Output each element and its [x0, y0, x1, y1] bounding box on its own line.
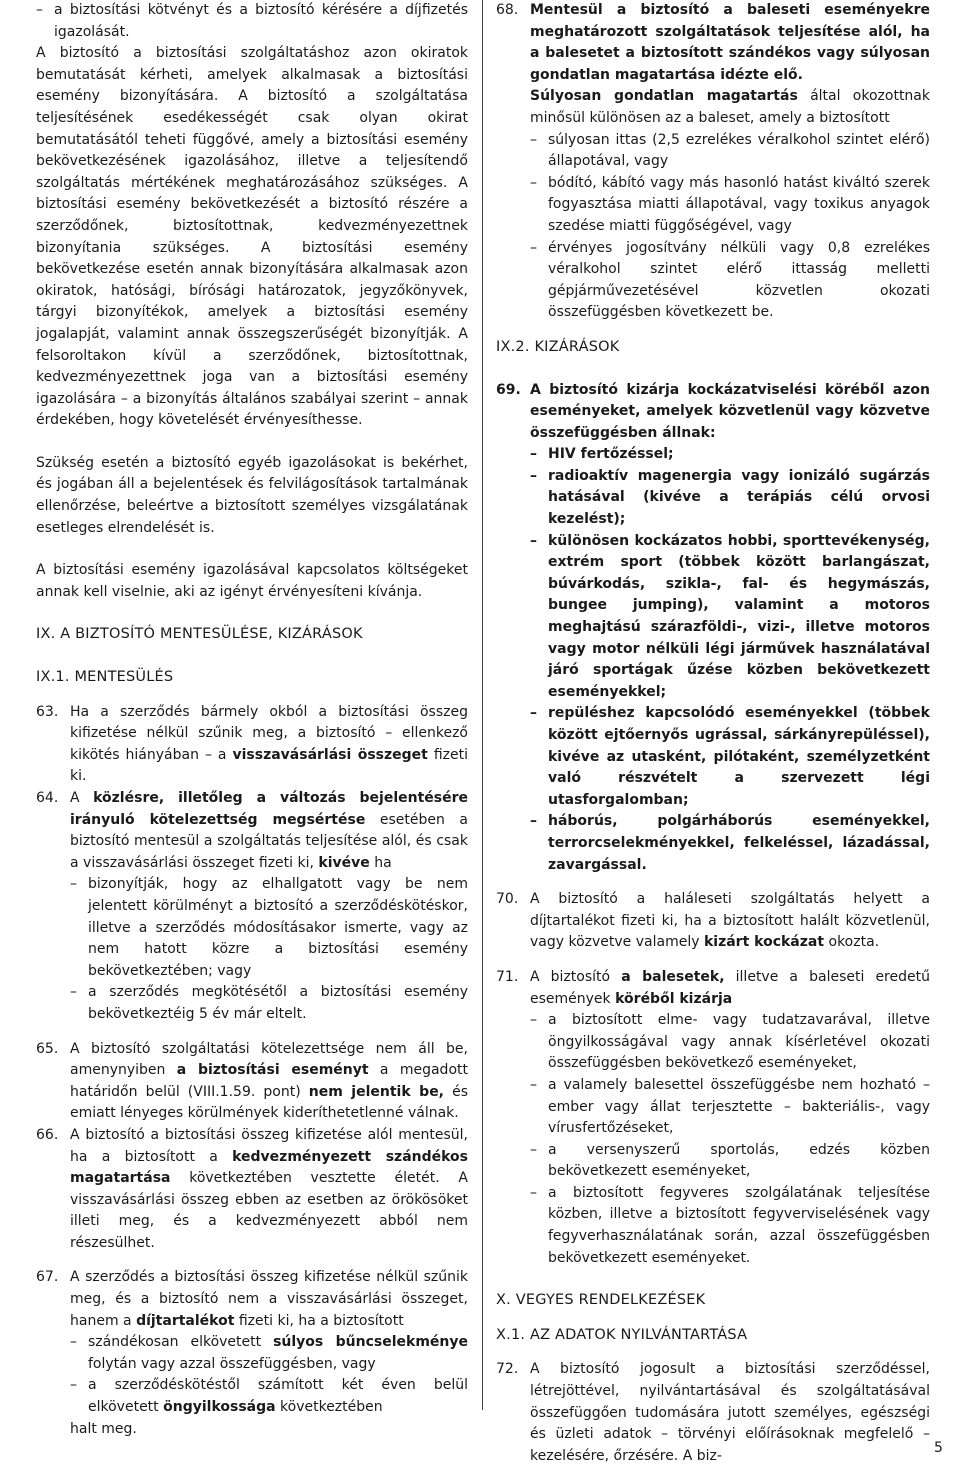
dash-bullet: –: [530, 1076, 537, 1093]
clause-text: Mentesül a biztosító a baleseti eseményekre meghatározott szolgáltatások teljesítése alól, ha a balesetet a biztosított szándékos vagy súlyosan gondatlan magatartása idézte elő. Súlyosan gondatlan magatartás által okozottnak minősül különösen az a baleset, amely a biztosított – súlyosan ittas (2,5 ezrelékes véralkohol szintet elérő) állapotával, vagy – bódító, kábító vagy más hasonló hatást kiváltó szerek fogyasztása miatti állapotával, vagy toxikus anyagok szedése miatti függőségével, vagy – érvényes jogosítvány nélküli vagy 0,8 ezrelékes véralkohol szintet elérő ittasság melletti gépjárművezetésével közvetlen okozati összefüggésben következett be.: [530, 0, 930, 324]
list-item: – súlyosan ittas (2,5 ezrelékes véralkohol szintet elérő) állapotával, vagy: [530, 130, 930, 173]
clause-text: A biztosító kizárja kockázatviselési köréből azon eseményeket, amelyek közvetlenül vagy közvetve összefüggésben állnak: – HIV fertőzéssel; – radioaktív magenergia vagy ionizáló sugárzás hatásával (kivéve a terápiás célú orvosi kezelést); – különösen kockázatos hobbi, sporttevékenység, extrém sport (többek között barlangászat, búvárkodás, szikla-, fal- és hegymászás, bungee jumping), valamint a motoros meghajtású szárazföldi-, vizi-, illetve motoros vagy motor nélküli légi járművek használatával járó sportágak űzése közben bekövetkezett eseményekkel; – repüléshez kapcsolódó eseményekkel (többek között ejtőernyős ugrással, sárkányrepüléssel), kivéve az utasként, pilótaként, személyzetként való részvételt a szervezett légi utasforgalomban; – háborús, polgárháborús eseményekkel, terrorcselekményekkel, felkeléssel, lázadással, zavargással.: [530, 380, 930, 877]
column-divider: [482, 0, 483, 1410]
clause-text: A biztosító a balesetek, illetve a baleseti eredetű események köréből kizárja – a biztosított elme- vagy tudatzavarával, illetve öngyilkosságával vagy annak kísérletével okozati összefüggésben bekövetkező eseményeket, – a valamely balesettel összefüggésbe nem hozható – ember vagy állat terjesztette – bakteriális-, vagy vírusfertőzéseket, – a versenyszerű sportolás, edzés közben bekövetkezett eseményeket, – a biztosított fegyveres szolgálatának teljesítése közben, illetve a biztosított fegyverviselésének vagy fegyverhasználatának során, azzal összefüggésben bekövetkezett eseményeket.: [530, 967, 930, 1269]
clause-69: [496, 380, 930, 877]
dash-bullet: –: [530, 1012, 537, 1029]
clause-number: 65.: [36, 1040, 59, 1057]
section-heading: IX. A BIZTOSÍTÓ MENTESÜLÉSE, KIZÁRÁSOK: [36, 626, 363, 643]
dash-bullet: –: [530, 446, 537, 463]
clause-number: 71.: [496, 968, 519, 985]
left-column: [36, 0, 468, 1440]
list-item: [36, 0, 468, 43]
clause-number: 69.: [496, 381, 521, 398]
dash-bullet: –: [530, 813, 537, 830]
list-item: – bizonyítják, hogy az elhallgatott vagy be nem jelentett körülményt a biztosító a szerződéskötéskor, illetve a szerződés módosításakor ismerte, vagy az nem hatott közre a biztosítási esemény bekövetkeztében; vagy: [70, 874, 468, 982]
subsection-heading: X.1. AZ ADATOK NYILVÁNTARTÁSA: [496, 1326, 748, 1343]
subsection-heading: IX.1. MENTESÜLÉS: [36, 669, 174, 686]
clause-70: [496, 889, 930, 954]
dash-bullet: –: [530, 1141, 537, 1158]
list-item: – radioaktív magenergia vagy ionizáló sugárzás hatásával (kivéve a terápiás célú orvosi kezelést);: [530, 466, 930, 531]
list-item: – bódító, kábító vagy más hasonló hatást kiváltó szerek fogyasztása miatti állapotával, vagy toxikus anyagok szedése miatti függőségével, vagy: [530, 173, 930, 238]
list-item: – különösen kockázatos hobbi, sporttevékenység, extrém sport (többek között barlangászat, búvárkodás, szikla-, fal- és hegymászás, bungee jumping), valamint a motoros meghajtású szárazföldi-, vizi-, illetve motoros vagy motor nélküli légi járművek használatával járó sportágak űzése közben bekövetkezett eseményekkel;: [530, 531, 930, 704]
right-column: [496, 0, 930, 1467]
clause-68: [496, 0, 930, 324]
list-item: – a szerződés megkötésétől a biztosítási esemény bekövetkeztéig 5 év már eltelt.: [70, 982, 468, 1025]
clause-number: 64.: [36, 790, 59, 806]
list-item: – a szerződéskötéstől számított két éven belül elkövetett öngyilkossága következtében: [70, 1375, 468, 1418]
clause-number: 66.: [36, 1126, 59, 1143]
paragraph: Szükség esetén a biztosító egyéb igazolásokat is bekérhet, és jogában áll a bejelentések és felvilágosítások tartalmának ellenőrzése, beleértve a biztosított személyes vizsgálatának esetleges elrendelését is.: [36, 454, 468, 536]
list-item: – a biztosított fegyveres szolgálatának teljesítése közben, illetve a biztosított fegyverviselésének vagy fegyverhasználatának során, azzal összefüggésben bekövetkezett eseményeket.: [530, 1183, 930, 1269]
dash-bullet: –: [36, 2, 43, 18]
clause-tail: halt meg.: [70, 1420, 137, 1437]
clause-66: [36, 1125, 468, 1255]
list-item: – érvényes jogosítvány nélküli vagy 0,8 ezrelékes véralkohol szintet elérő ittasság melletti gépjárművezetésével közvetlen okozati összefüggésben következett be.: [530, 238, 930, 324]
clause-number: 72.: [496, 1361, 519, 1378]
clause-65: [36, 1039, 468, 1125]
clause-63: [36, 702, 468, 788]
clause-67: [36, 1267, 468, 1440]
clause-64: [36, 788, 468, 1026]
clause-text: A szerződés a biztosítási összeg kifizetése nélkül szűnik meg, és a biztosító nem a visszavásárlási összeget, hanem a díjtartalékot fizeti ki, ha a biztosított – szándékosan elkövetett súlyos bűncselekménye folytán vagy azzal összefüggésben, vagy – a szerződéskötéstől számított két éven belül elkövetett öngyilkossága következtében halt meg.: [70, 1267, 468, 1440]
dash-bullet: –: [530, 131, 537, 148]
dash-bullet: –: [70, 1334, 77, 1351]
list-item: – a biztosított elme- vagy tudatzavarával, illetve öngyilkosságával vagy annak kísérletével okozati összefüggésben bekövetkező eseményeket,: [530, 1010, 930, 1075]
clause-text: A biztosító a haláleseti szolgáltatás helyett a díjtartalékot fizeti ki, ha a biztosított halált közvetlenül, vagy közvetve valamely kizárt kockázat okozta.: [530, 891, 930, 951]
list-item: – a versenyszerű sportolás, edzés közben bekövetkezett eseményeket,: [530, 1140, 930, 1183]
clause-number: 70.: [496, 891, 519, 908]
clause-text: A biztosító szolgáltatási kötelezettsége nem áll be, amenynyiben a biztosítási eseményt a megadott határidőn belül (VIII.1.59. pont) nem jelentik be, és emiatt lényeges körülmények kideríthetetlenné válnak.: [70, 1040, 469, 1122]
clause-text: A biztosító a biztosítási összeg kifizetése alól mentesül, ha a biztosított a kedvezményezett szándékos magatartása következtében vesztette életét. A visszavásárlási összeg ebben az esetben az örökösöket illeti meg, és a kedvezményezett abból nem részesülhet.: [70, 1126, 469, 1251]
list-item: – háborús, polgárháborús eseményekkel, terrorcselekményekkel, felkeléssel, lázadással, zavargással.: [530, 811, 930, 876]
clause-number: 68.: [496, 2, 519, 18]
clause-number: 67.: [36, 1269, 59, 1286]
dash-bullet: –: [530, 705, 537, 722]
clause-text: A biztosító jogosult a biztosítási szerződéssel, létrejöttével, nyilvántartásával és szolgáltatásával összefüggően tudomására jutott személyes, egészségi és üzleti adatok – törvényi előírásoknak megfelelő – kezelésére, őrzésére. A biz-: [530, 1361, 930, 1464]
dash-bullet: –: [70, 984, 77, 1001]
paragraph: A biztosítási esemény igazolásával kapcsolatos költségeket annak kell viselnie, aki az igényt érvényesíteni kívánja.: [36, 562, 468, 600]
dash-bullet: –: [70, 1377, 77, 1394]
clause-72: [496, 1359, 930, 1467]
clause-71: [496, 967, 930, 1269]
dash-bullet: –: [530, 239, 537, 256]
list-item: – HIV fertőzéssel;: [530, 444, 930, 466]
clause-number: 63.: [36, 703, 59, 720]
dash-bullet: –: [530, 532, 537, 549]
page-number: 5: [934, 1440, 943, 1456]
section-heading: X. VEGYES RENDELKEZÉSEK: [496, 1292, 706, 1309]
list-item: – szándékosan elkövetett súlyos bűncselekménye folytán vagy azzal összefüggésben, vagy: [70, 1332, 468, 1375]
paragraph: A biztosító a biztosítási szolgáltatáshoz azon okiratok bemutatását kérheti, amelyek alkalmasak a biztosítási esemény bizonyítására. A biztosító a szolgáltatása teljesítésének esedékességét csak olyan okirat bemutatásától teheti függővé, amely a biztosítási esemény bekövetkezésének igazolásához, illetve a teljesítendő szolgáltatás mértékének meghatározásához szükséges. A biztosítási esemény bekövetkezését a biztosító részére a szerződőnek, biztosítottnak, kedvezményezettnek bizonyítania szükséges. A biztosítási esemény bekövetkezése esetén annak bizonyítására alkalmasak azon okiratok, hatósági, bírósági határozatok, jegyzőkönyvek, tárgyi bizonyítékok, amelyek a biztosítási esemény jogalapját, valamint annak összegszerűségét bizonyítják. A felsoroltakon kívül a szerződőnek, biztosítottnak, kedvezményezettnek joga van a biztosítási esemény igazolására – a bizonyítás általános szabályai szerint – annak érdekében, hogy követelését érvényesíthesse.: [36, 45, 468, 429]
subsection-heading: IX.2. KIZÁRÁSOK: [496, 338, 620, 355]
list-item: – a valamely balesettel összefüggésbe nem hozható – ember vagy állat terjesztette – bakteriális-, vagy vírusfertőzéseket,: [530, 1075, 930, 1140]
dash-bullet: –: [530, 1184, 537, 1201]
list-item-text: a biztosítási kötvényt és a biztosító kérésére a díjfizetés igazolását.: [54, 2, 468, 40]
clause-text: A közlésre, illetőleg a változás bejelentésére irányuló kötelezettség megsértése esetében a biztosító mentesül a szolgáltatás teljesítése alól, és csak a visszavásárlási összeget fizeti ki, kivéve ha – bizonyítják, hogy az elhallgatott vagy be nem jelentett körülményt a biztosító a szerződéskötéskor, illetve a szerződés módosításakor ismerte, vagy az nem hatott közre a biztosítási esemény bekövetkeztében; vagy – a szerződés megkötésétől a biztosítási esemény bekövetkeztéig 5 év már eltelt.: [70, 788, 468, 1026]
dash-bullet: –: [70, 876, 77, 893]
clause-text: Ha a szerződés bármely okból a biztosítási összeg kifizetése nélkül szűnik meg, a biztosító – ellenkező kikötés hiányában – a visszavásárlási összeget fizeti ki.: [70, 703, 468, 785]
dash-bullet: –: [530, 467, 537, 484]
dash-bullet: –: [530, 174, 537, 191]
list-item: – repüléshez kapcsolódó eseményekkel (többek között ejtőernyős ugrással, sárkányrepüléssel), kivéve az utasként, pilótaként, személyzetként való részvételt a szervezett légi utasforgalomban;: [530, 703, 930, 811]
